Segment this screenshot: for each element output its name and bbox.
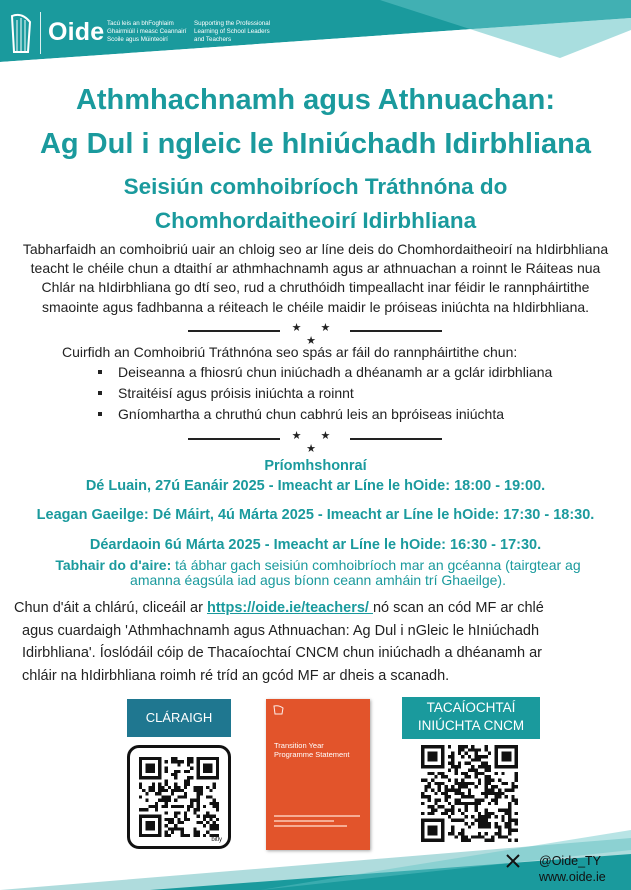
purpose-list bbox=[114, 362, 552, 425]
register-button[interactable]: CLÁRAIGH bbox=[127, 699, 231, 737]
separator: ★ ★ ★ bbox=[188, 326, 442, 336]
intro-paragraph: Tabharfaidh an comhoibriú uair an chloig seo ar líne deis do Chomhordaitheoirí na hIdirbhliana teacht le chéile chun a dtaithí ar athmhachnamh agus ar athnuachan a roinnt le Ráiteas nua Chlár na hIdirbhliana go dtí seo, rud a chruthóidh timpeallacht inar féidir le rannpháirtithe smaointe agus fadhbanna a réiteach le chéile maidir le próiseas iniúchta na hIdirbhliana. bbox=[22, 241, 609, 315]
separator: ★ ★ ★ bbox=[188, 434, 442, 444]
tagline-english: Supporting the Professional Learning of School Leaders and Teachers bbox=[194, 20, 271, 43]
session-date-1: Dé Luain, 27ú Eanáir 2025 - Imeacht ar Líne le hOide: 18:00 - 19:00. bbox=[85, 478, 546, 494]
harp-icon bbox=[8, 12, 34, 56]
x-twitter-icon[interactable] bbox=[505, 853, 521, 869]
website-link[interactable]: www.oide.ie bbox=[539, 870, 606, 884]
harp-icon bbox=[272, 705, 286, 715]
subtitle-line-2: Chomhordaitheoirí Idirbhliana bbox=[154, 208, 477, 233]
session-date-3: Déardaoin 6ú Márta 2025 - Imeacht ar Líne le hOide: 16:30 - 17:30. bbox=[89, 537, 542, 553]
header-divider bbox=[40, 12, 41, 54]
cncm-supports-button[interactable]: TACAÍOCHTAÍ INIÚCHTA CNCM bbox=[402, 697, 540, 739]
social-handle[interactable]: @Oide_TY bbox=[539, 854, 602, 868]
registration-link[interactable]: https://oide.ie/teachers/ bbox=[206, 600, 373, 616]
list-item: Straitéisí agus próisis iniúchta a roinnt bbox=[114, 383, 552, 404]
key-details-heading: Príomhshonraí bbox=[264, 458, 367, 474]
oide-logo: Oide bbox=[48, 18, 105, 46]
title-line-2: Ag Dul i ngleic le hIniúchadh Idirbhliana bbox=[39, 128, 592, 160]
list-item: Deiseanna a fhiosrú chun iniúchadh a dhéanamh ar a gclár idirbhliana bbox=[114, 362, 552, 383]
list-item: Gníomhartha a chruthú chun cabhrú leis an bpróiseas iniúchta bbox=[114, 404, 552, 425]
purpose-lead: Cuirfidh an Comhoibriú Tráthnóna seo spás ar fáil do rannpháirtithe chun: bbox=[62, 344, 518, 360]
tagline-irish: Tacú leis an bhFoghlaim Ghairmiúil i measc Ceannairí Scoile agus Múinteoirí bbox=[107, 20, 187, 43]
title-line-1: Athmhachnamh agus Athnuachan: bbox=[75, 84, 556, 116]
note: Tabhair do d'aire: tá ábhar gach seisiún comhoibríoch mar an gcéanna (tairgtear ag amanna éagsúla iad agus bíonn ceann amháin trí Ghaeilge). bbox=[55, 557, 581, 588]
ty-programme-statement-cover: Transition Year Programme Statement bbox=[266, 699, 370, 850]
bitly-label: bitly bbox=[211, 837, 222, 843]
footer-band bbox=[0, 820, 631, 890]
session-date-2: Leagan Gaeilge: Dé Máirt, 4ú Márta 2025 - Imeacht ar Líne le hOide: 17:30 - 18:30. bbox=[36, 507, 595, 523]
registration-text: Chun d'áit a chlárú, cliceáil ar https://oide.ie/teachers/ nó scan an cód MF ar chlé agus cuardaigh 'Athmhachnamh agus Athnuachan: Ag Dul i nGleic le hIniúchadh Idirbhliana'. Íoslódáil cóip de Thacaíochtaí CNCM chun iniúchadh a dhéanamh ar chláir na hIdirbhliana roimh ré tríd an gcód MF ar dheis a scanadh. bbox=[14, 600, 544, 684]
subtitle-line-1: Seisiún comhoibríoch Tráthnóna do bbox=[123, 174, 508, 199]
